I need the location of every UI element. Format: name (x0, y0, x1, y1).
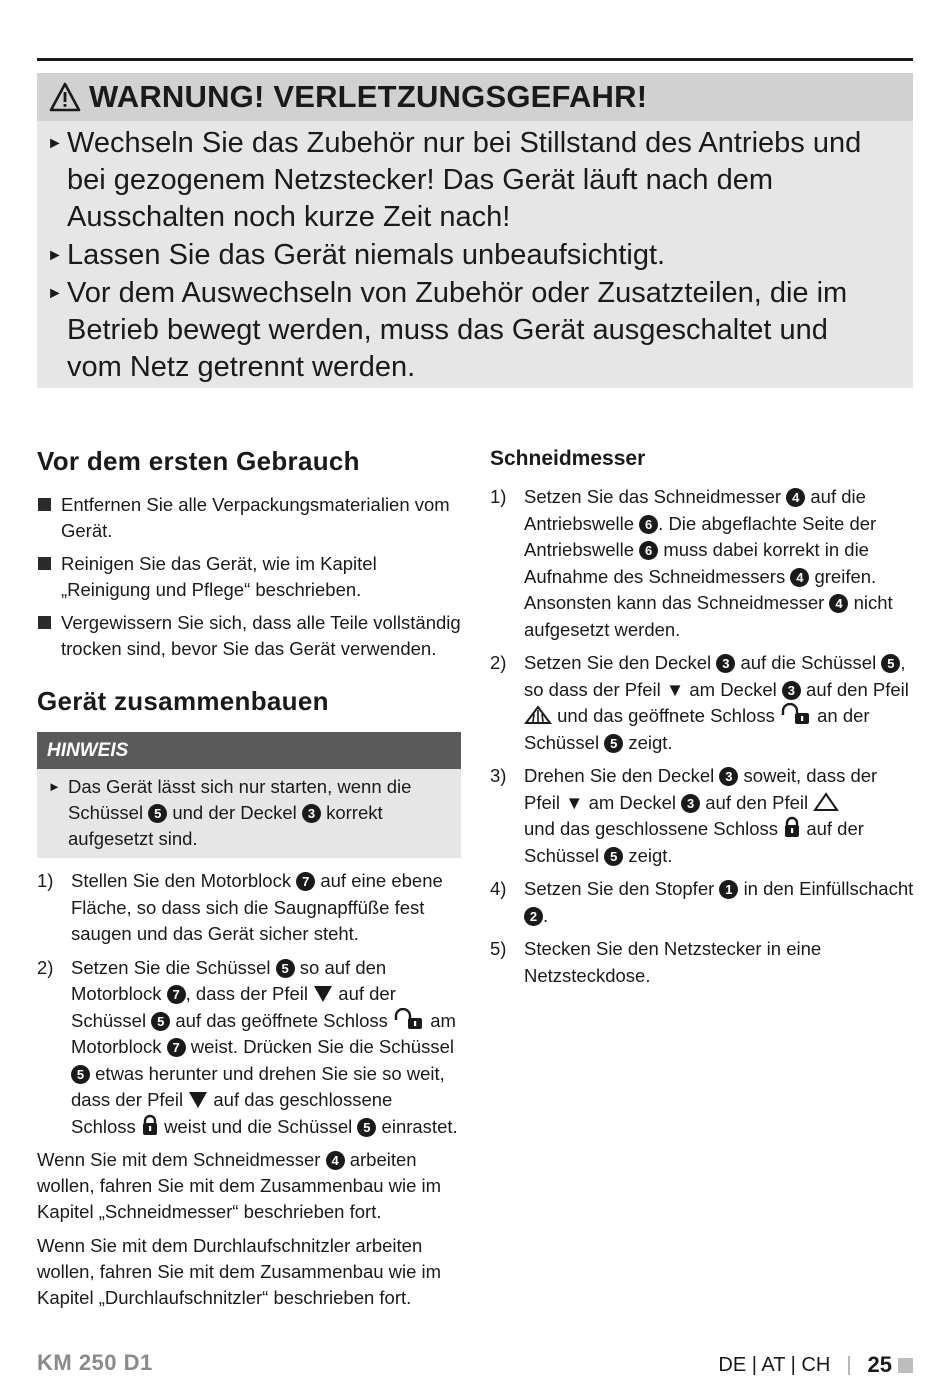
step-item: 3) Drehen Sie den Deckel 3 soweit, dass der Pfeil ▼ am Deckel 3 auf den Pfeil und das geschlossene Schloss auf der Schüssel 5 zeigt. (490, 765, 878, 866)
part-number-badge: 5 (357, 1118, 376, 1137)
step-item: 2) Setzen Sie die Schüssel 5 so auf den Motorblock 7 , dass der Pfeil auf der Schüssel 5 auf das geöffnete Schloss am Motorblock 7 weist. Drücken Sie die Schüssel 5 etwas herunter und drehen Sie sie so weit, dass der Pfeil auf das geschlossene Schloss weist und die Schüssel 5 einrastet. (37, 956, 458, 1137)
step-item: 4) Setzen Sie den Stopfer 1 in den Einfüllschacht 2 . (490, 878, 914, 926)
square-bullet-icon (38, 557, 51, 570)
step-item: 2) Setzen Sie den Deckel 3 auf die Schüssel 5 , so dass der Pfeil ▼ am Deckel 3 auf den Pfeil und das geöffnete Schloss an der Schüssel 5 zeigt. (490, 652, 909, 753)
note-label: HINWEIS (37, 732, 461, 769)
warning-title: WARNUNG! VERLETZUNGSGEFAHR! (89, 79, 648, 114)
arrow-down-icon (188, 1091, 208, 1109)
blade-steps (490, 484, 914, 989)
note-box (37, 732, 461, 858)
part-number-badge: 3 (719, 767, 738, 786)
triangle-hatched-icon (524, 705, 552, 725)
note-list (37, 769, 461, 858)
part-number-badge: 3 (302, 804, 321, 823)
section-heading-first-use: Vor dem ersten Gebrauch (37, 446, 360, 476)
warning-triangle-icon (49, 82, 81, 112)
bullet-arrow-icon: ► (47, 285, 63, 302)
part-number-badge: 2 (524, 907, 543, 926)
part-number-badge: 1 (719, 880, 738, 899)
lock-closed-icon (141, 1114, 159, 1136)
part-number-badge: 7 (296, 872, 315, 891)
square-bullet-icon (38, 616, 51, 629)
part-number-badge: 4 (790, 568, 809, 587)
assembly-steps (37, 868, 461, 1140)
part-number-badge: 5 (148, 804, 167, 823)
bullet-arrow-icon: ► (48, 779, 61, 794)
part-number-badge: 5 (604, 847, 623, 866)
part-number-badge: 7 (167, 985, 186, 1004)
warning-header (37, 73, 913, 121)
part-number-badge: 4 (326, 1151, 345, 1170)
footer-countries: DE | AT | CH (718, 1353, 831, 1376)
warning-list (37, 121, 913, 386)
lock-open-icon (780, 703, 812, 725)
arrow-down-icon: ▼ (565, 791, 584, 813)
part-number-badge: 4 (786, 488, 805, 507)
part-number-badge: 5 (71, 1065, 90, 1084)
top-rule (37, 58, 913, 61)
lock-closed-icon (783, 816, 801, 838)
page-marker-icon (898, 1358, 913, 1373)
footer-right (718, 1352, 913, 1378)
part-number-badge: 6 (639, 541, 658, 560)
bullet-arrow-icon: ► (47, 247, 63, 264)
list-item: Vergewissern Sie sich, dass alle Teile vollständig trocken sind, bevor Sie das Gerät verwenden. (37, 610, 461, 662)
part-number-badge: 7 (167, 1038, 186, 1057)
step-item: 1) Stellen Sie den Motorblock 7 auf eine ebene Fläche, so dass sich die Saugnapffüße fest saugen und das Gerät sicher steht. (37, 870, 443, 944)
step-item: 1) Setzen Sie das Schneidmesser 4 auf die Antriebswelle 6 . Die abgeflachte Seite der Antriebswelle 6 muss dabei korrekt in die Aufnahme des Schneidmessers 4 greifen. Ansonsten kann das Schneidmesser 4 nicht aufgesetzt werden. (490, 486, 893, 640)
bullet-arrow-icon: ► (47, 135, 63, 152)
warning-item: ► Wechseln Sie das Zubehör nur bei Stillstand des Antriebs und bei gezogenem Netzstecker! Das Gerät läuft nach dem Ausschalten noch kurze Zeit nach! (47, 127, 862, 233)
note-item: ► Das Gerät lässt sich nur starten, wenn die Schüssel 5 und der Deckel 3 korrekt aufgesetzt sind. (48, 776, 412, 849)
page-number: 25 (867, 1352, 892, 1377)
step-item: 5) Stecken Sie den Netzstecker in eine Netzsteckdose. (490, 938, 822, 986)
footer-divider: | (846, 1353, 852, 1376)
part-number-badge: 5 (151, 1012, 170, 1031)
part-number-badge: 3 (681, 794, 700, 813)
list-item: Reinigen Sie das Gerät, wie im Kapitel „Reinigung und Pflege“ beschrieben. (37, 551, 461, 603)
left-column (37, 440, 461, 1319)
first-use-list (37, 492, 461, 662)
paragraph: Wenn Sie mit dem Durchlaufschnitzler arbeiten wollen, fahren Sie mit dem Zusammenbau wie im Kapitel „Durchlaufschnitzler“ beschrieben fort. (37, 1235, 442, 1308)
section-heading-assembly: Gerät zusammenbauen (37, 686, 329, 716)
warning-item: ► Vor dem Auswechseln von Zubehör oder Zusatzteilen, die im Betrieb bewegt werden, muss das Gerät ausgeschaltet und vom Netz getrennt werden. (47, 277, 848, 383)
paragraph: Wenn Sie mit dem Schneidmesser 4 arbeiten wollen, fahren Sie mit dem Zusammenbau wie im Kapitel „Schneidmesser“ beschrieben fort. (37, 1149, 442, 1222)
part-number-badge: 6 (639, 515, 658, 534)
list-item: Entfernen Sie alle Verpackungsmaterialien vom Gerät. (37, 492, 461, 544)
footer-model: KM 250 D1 (37, 1350, 153, 1375)
square-bullet-icon (38, 498, 51, 511)
warning-box (37, 73, 913, 388)
part-number-badge: 3 (716, 654, 735, 673)
arrow-down-icon (313, 985, 333, 1003)
part-number-badge: 3 (782, 681, 801, 700)
part-number-badge: 5 (881, 654, 900, 673)
part-number-badge: 5 (276, 959, 295, 978)
right-column (490, 440, 914, 996)
warning-item: ► Lassen Sie das Gerät niemals unbeaufsichtigt. (67, 237, 883, 274)
part-number-badge: 5 (604, 734, 623, 753)
triangle-open-icon (813, 792, 839, 812)
section-heading-blade: Schneidmesser (490, 447, 646, 470)
arrow-down-icon: ▼ (665, 678, 685, 700)
lock-open-icon (393, 1008, 425, 1030)
part-number-badge: 4 (829, 594, 848, 613)
